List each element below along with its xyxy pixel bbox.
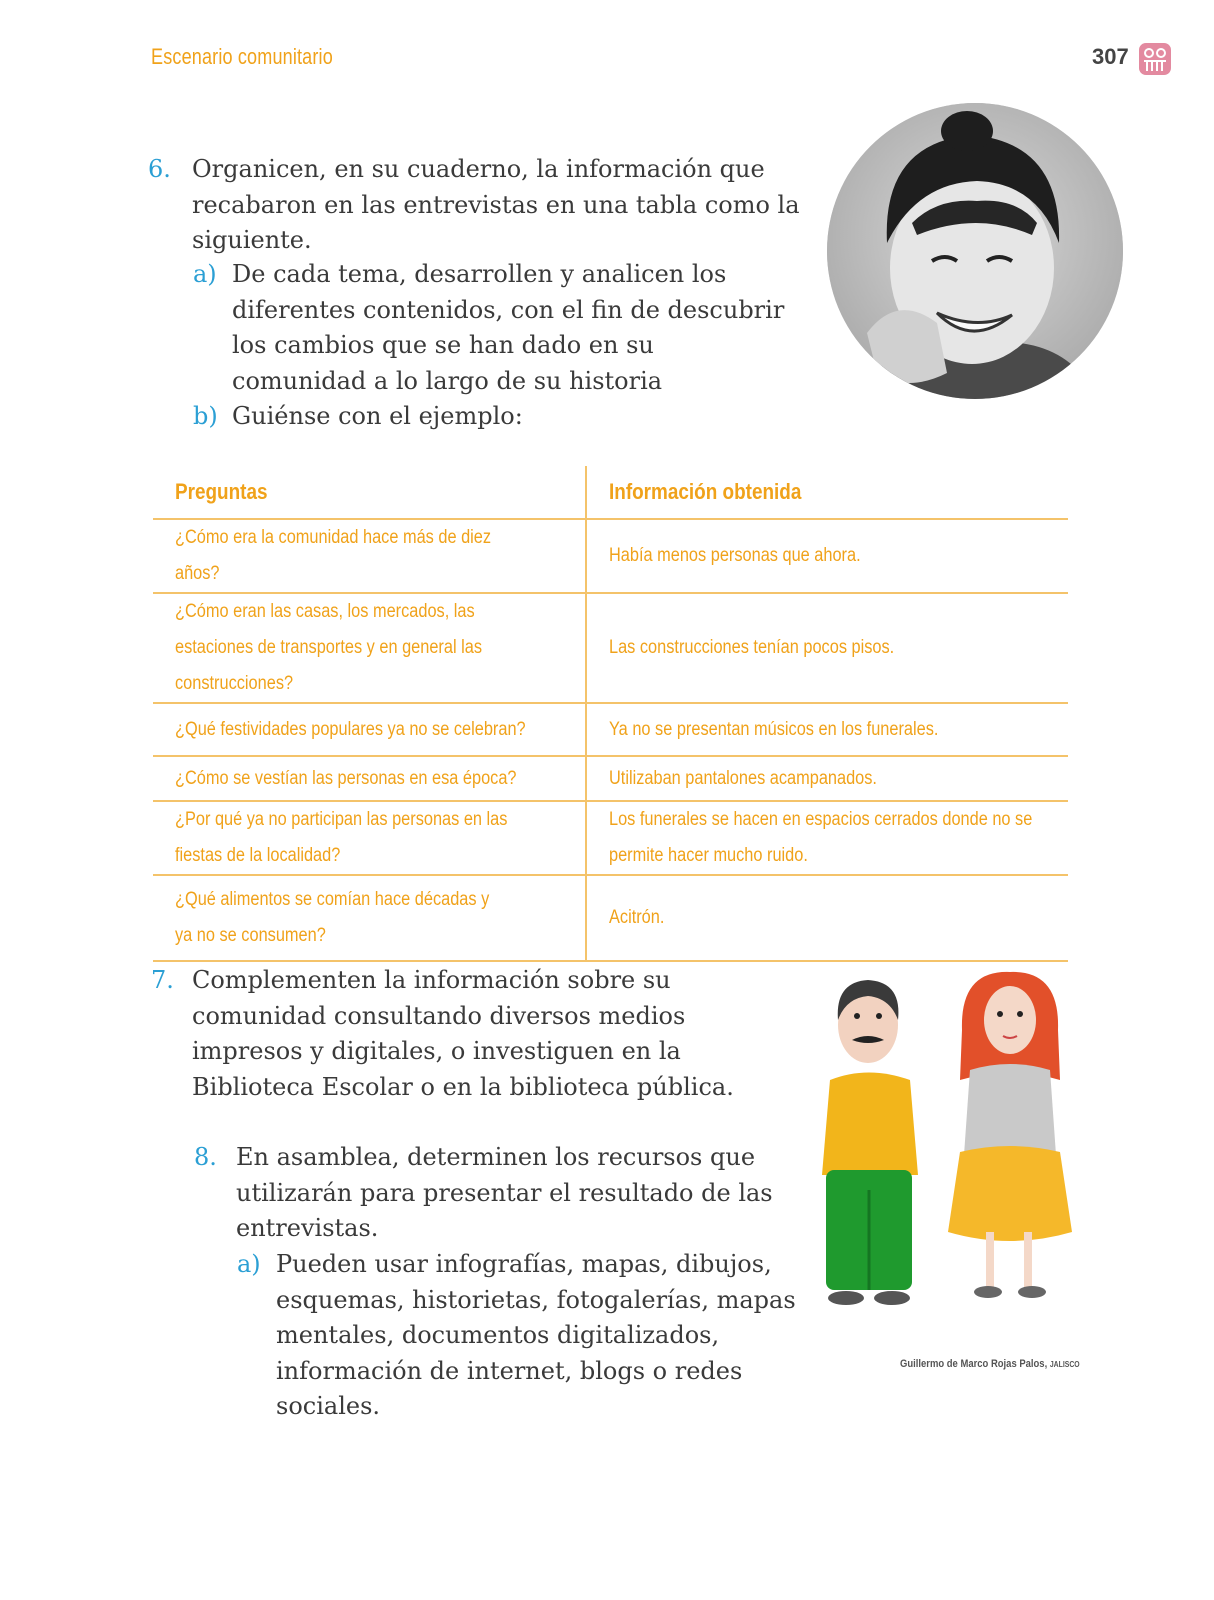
- table-row: [153, 593, 1068, 703]
- question-cell: ¿Por qué ya no participan las personas en las fiestas de la localidad?: [153, 801, 586, 875]
- answer-cell: Acitrón.: [586, 875, 1068, 961]
- couple-illustration: [810, 970, 1090, 1330]
- answer-cell: Ya no se presentan músicos en los funerales.: [586, 703, 1068, 756]
- question-cell: ¿Qué alimentos se comían hace décadas y ya no se consumen?: [153, 875, 586, 961]
- answer-cell: Los funerales se hacen en espacios cerrados donde no se permite hacer mucho ruido.: [586, 801, 1068, 875]
- item-number: 8.: [194, 1143, 217, 1171]
- question-cell: ¿Qué festividades populares ya no se celebran?: [153, 703, 586, 756]
- column-header: Información obtenida: [586, 466, 1068, 519]
- interview-table: [153, 466, 1068, 962]
- answer-cell: Había menos personas que ahora.: [586, 519, 1068, 593]
- instruction-text: Organicen, en su cuaderno, la información que recabaron en las entrevistas en una tabla como la siguiente.: [192, 155, 800, 255]
- subitem-label: b): [193, 402, 218, 430]
- illustration-caption: Guillermo de Marco Rojas Palos, JALISCO: [900, 1358, 1080, 1370]
- table-header-row: [153, 466, 1068, 519]
- table-row: [153, 519, 1068, 593]
- question-cell: ¿Cómo se vestían las personas en esa época?: [153, 756, 586, 801]
- table-row: [153, 703, 1068, 756]
- instruction-text: En asamblea, determinen los recursos que utilizarán para presentar el resultado de las entrevistas.: [236, 1143, 773, 1243]
- column-header: Preguntas: [153, 466, 586, 519]
- table-row: [153, 756, 1068, 801]
- page-number: 307: [1092, 44, 1129, 69]
- instruction-text: De cada tema, desarrollen y analicen los diferentes contenidos, con el fin de descubrir los cambios que se han dado en su comunidad a lo largo de su historia: [232, 260, 785, 395]
- item-number: 6.: [148, 155, 171, 183]
- instruction-text: Pueden usar infografías, mapas, dibujos, esquemas, historietas, fotogalerías, mapas mentales, documentos digitalizados, información de internet, blogs o redes sociales.: [276, 1250, 796, 1421]
- table-row: [153, 875, 1068, 961]
- item-number: 7.: [151, 966, 174, 994]
- subitem-label: a): [237, 1250, 261, 1278]
- question-cell: ¿Cómo era la comunidad hace más de diez años?: [153, 519, 586, 593]
- question-cell: ¿Cómo eran las casas, los mercados, las estaciones de transportes y en general las construcciones?: [153, 593, 586, 703]
- instruction-text: Complementen la información sobre su comunidad consultando diversos medios impresos y digitales, o investiguen en la Biblioteca Escolar o en la biblioteca pública.: [192, 966, 734, 1101]
- section-title: Escenario comunitario: [151, 44, 333, 69]
- codex-glyph-icon: [1138, 42, 1172, 76]
- answer-cell: Utilizaban pantalones acampanados.: [586, 756, 1068, 801]
- table-row: [153, 801, 1068, 875]
- girl-photo: [827, 103, 1123, 399]
- subitem-label: a): [193, 260, 217, 288]
- instruction-text: Guiénse con el ejemplo:: [232, 402, 523, 430]
- answer-cell: Las construcciones tenían pocos pisos.: [586, 593, 1068, 703]
